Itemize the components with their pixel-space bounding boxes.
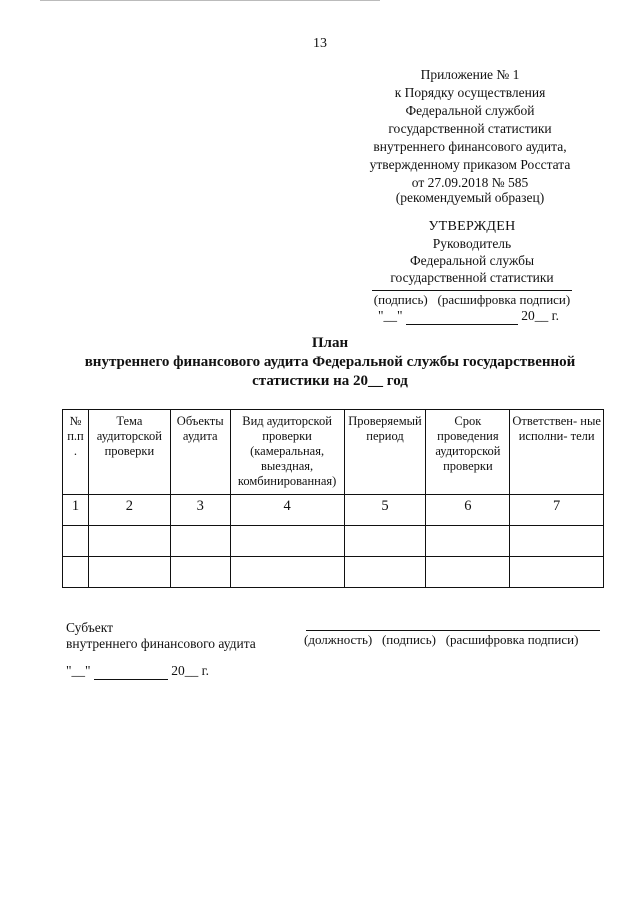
subject-date-line xyxy=(66,663,209,680)
recommended-sample-note: (рекомендуемый образец) xyxy=(395,190,545,205)
approval-block xyxy=(352,218,592,286)
appendix-line: Федеральной службой xyxy=(405,103,535,118)
approval-line: Руководитель xyxy=(432,236,512,251)
header-cell-objects: Объекты аудита xyxy=(170,410,230,495)
empty-cell xyxy=(88,557,170,588)
column-number-cell: 1 xyxy=(63,495,89,526)
empty-cell xyxy=(510,557,604,588)
date-month-blank xyxy=(94,663,168,680)
empty-cell xyxy=(344,526,426,557)
approval-date-line xyxy=(378,308,559,325)
empty-cell xyxy=(230,526,344,557)
column-number-cell: 3 xyxy=(170,495,230,526)
header-cell-audit-type: Вид аудиторской проверки (камеральная, выездная, комбинированная) xyxy=(230,410,344,495)
date-day-blank: __ xyxy=(71,663,86,678)
header-cell-period: Проверяемый период xyxy=(344,410,426,495)
column-number-cell: 5 xyxy=(344,495,426,526)
approval-signature-caption: (подпись) (расшифровка подписи) xyxy=(373,292,571,307)
audit-plan-table xyxy=(62,409,604,588)
page-number: 13 xyxy=(313,36,327,51)
appendix-line: государственной статистики xyxy=(388,121,552,136)
date-quote-open: " xyxy=(378,308,384,323)
subject-line: Субъект xyxy=(66,620,114,635)
empty-cell xyxy=(510,526,604,557)
empty-cell xyxy=(344,557,426,588)
date-day-blank: __ xyxy=(383,308,398,323)
column-number-cell: 6 xyxy=(426,495,510,526)
plan-title-line: План xyxy=(311,335,349,351)
empty-cell xyxy=(426,526,510,557)
subject-line: внутреннего финансового аудита xyxy=(66,636,256,651)
approval-signature-line xyxy=(372,290,572,291)
header-cell-number: № п.п . xyxy=(63,410,89,495)
appendix-line: внутреннего финансового аудита, xyxy=(373,139,567,154)
appendix-block xyxy=(350,66,590,192)
subject-signature-line xyxy=(306,630,600,631)
subject-signature-caption: (должность) (подпись) (расшифровка подписи) xyxy=(304,632,579,647)
date-month-blank xyxy=(406,308,518,325)
approval-line: Федеральной службы xyxy=(409,253,535,268)
table-header-row xyxy=(63,410,604,495)
date-year: 20__ г. xyxy=(521,308,560,323)
empty-cell xyxy=(63,526,89,557)
empty-cell xyxy=(63,557,89,588)
header-cell-topic: Тема аудиторской проверки xyxy=(88,410,170,495)
appendix-line: от 27.09.2018 № 585 xyxy=(411,175,529,190)
empty-cell xyxy=(88,526,170,557)
table-row xyxy=(63,526,604,557)
appendix-line: утвержденному приказом Росстата xyxy=(369,157,571,172)
plan-title-line: статистики на 20__ год xyxy=(252,373,408,389)
table-row-column-numbers xyxy=(63,495,604,526)
empty-cell xyxy=(426,557,510,588)
column-number-cell: 4 xyxy=(230,495,344,526)
header-cell-deadline: Срок проведения аудиторской проверки xyxy=(426,410,510,495)
approval-line: государственной статистики xyxy=(390,270,554,285)
column-number-cell: 2 xyxy=(88,495,170,526)
header-cell-responsible: Ответствен- ные исполни- тели xyxy=(510,410,604,495)
column-number-cell: 7 xyxy=(510,495,604,526)
date-quote-close: " xyxy=(85,663,91,678)
scan-edge-line xyxy=(40,0,380,1)
date-year: 20__ г. xyxy=(171,663,210,678)
date-quote-close: " xyxy=(397,308,403,323)
table-row xyxy=(63,557,604,588)
appendix-line: к Порядку осуществления xyxy=(394,85,546,100)
date-quote-open: " xyxy=(66,663,72,678)
empty-cell xyxy=(230,557,344,588)
plan-title-line: внутреннего финансового аудита Федеральной службы государственной xyxy=(84,354,576,370)
plan-title xyxy=(60,334,600,391)
empty-cell xyxy=(170,526,230,557)
approval-title: УТВЕРЖДЕН xyxy=(428,219,516,234)
appendix-line: Приложение № 1 xyxy=(420,67,520,82)
empty-cell xyxy=(170,557,230,588)
subject-block xyxy=(66,620,256,652)
